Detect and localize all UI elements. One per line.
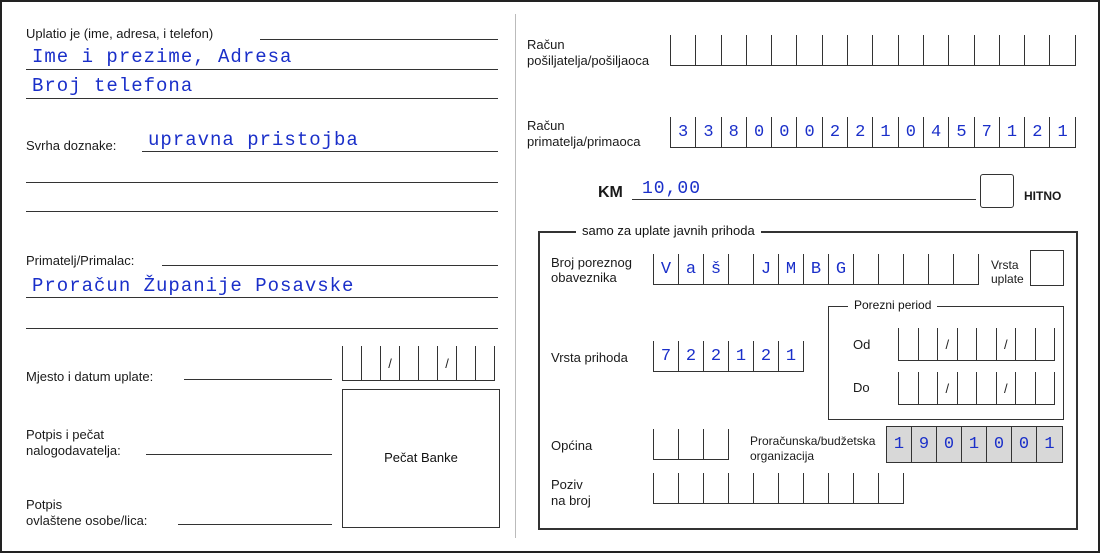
payment-type-box[interactable]: [1030, 250, 1064, 286]
payment-type-label-2: uplate: [991, 272, 1024, 286]
to-label: Do: [853, 380, 870, 395]
to-slash-2: /: [1003, 380, 1008, 396]
revenue-type-label: Vrsta prihoda: [551, 350, 628, 365]
revenue-type-digit-5: 1: [779, 341, 804, 371]
recipient-account-digit-15: 1: [1050, 117, 1075, 147]
date-cells[interactable]: [342, 346, 495, 381]
place-date-label: Mjesto i datum uplate:: [26, 369, 154, 384]
recipient-account-digit-5: 0: [797, 117, 822, 147]
tax-period-legend: Porezni period: [848, 298, 937, 312]
urgent-checkbox[interactable]: [980, 174, 1014, 208]
recipient-line-0: [162, 265, 498, 266]
payer-line-0: [260, 39, 498, 40]
taxpayer-char-1: a: [679, 254, 704, 284]
from-slash-2: /: [1003, 336, 1008, 352]
official-label-2: ovlaštene osobe/lica:: [26, 513, 148, 528]
currency-label: KM: [598, 184, 623, 201]
recipient-account-digit-0: 3: [671, 117, 696, 147]
taxpayer-char-10: [904, 254, 929, 284]
recipient-account-digit-1: 3: [696, 117, 721, 147]
payer-line-2: [26, 98, 498, 99]
budget-org-cells[interactable]: [886, 426, 1063, 463]
taxpayer-char-12: [954, 254, 979, 284]
purpose-label: Svrha doznake:: [26, 138, 117, 153]
bank-stamp-box: [342, 389, 500, 528]
payer-line1-value[interactable]: Ime i prezime, Adresa: [32, 46, 293, 68]
budget-org-digit-6: 1: [1044, 435, 1055, 454]
budget-org-digit-4: 0: [987, 427, 1012, 462]
budget-org-digit-2: 0: [937, 427, 962, 462]
taxpayer-char-8: [854, 254, 879, 284]
payer-line-1: [26, 69, 498, 70]
recipient-account-digit-9: 0: [899, 117, 924, 147]
recipient-label: Primatelj/Primalac:: [26, 253, 135, 268]
budget-org-digit-5: 0: [1012, 427, 1037, 462]
reference-label-2: na broj: [551, 493, 591, 508]
sender-account-cells[interactable]: [670, 35, 1076, 66]
official-line: [178, 524, 332, 525]
taxpayer-label-1: Broj poreznog: [551, 255, 632, 270]
public-revenue-legend: samo za uplate javnih prihoda: [576, 223, 761, 238]
purpose-value[interactable]: upravna pristojba: [148, 129, 359, 151]
to-date-cells[interactable]: [898, 372, 1055, 405]
taxpayer-char-5: M: [779, 254, 804, 284]
revenue-type-digit-3: 1: [729, 341, 754, 371]
budget-org-label-1: Proračunska/budžetska: [750, 434, 876, 448]
recipient-account-digit-4: 0: [772, 117, 797, 147]
taxpayer-char-6: B: [804, 254, 829, 284]
purpose-line-3: [26, 211, 498, 212]
recipient-account-digit-3: 0: [747, 117, 772, 147]
budget-org-label-2: organizacija: [750, 449, 815, 463]
revenue-type-digit-4: 2: [754, 341, 779, 371]
signature-label-2: nalogodavatelja:: [26, 443, 121, 458]
budget-org-digit-3: 1: [962, 427, 987, 462]
municipality-label: Općina: [551, 438, 593, 453]
from-label: Od: [853, 337, 871, 352]
sender-account-label-2: pošiljatelja/pošiljaoca: [527, 53, 650, 68]
taxpayer-cells[interactable]: [653, 254, 979, 285]
recipient-account-label-1: Račun: [527, 118, 565, 133]
payer-label: Uplatio je (ime, adresa, i telefon): [26, 26, 214, 41]
center-divider: [515, 14, 516, 538]
recipient-account-label-2: primatelja/primaoca: [527, 134, 641, 149]
recipient-account-digit-7: 2: [848, 117, 873, 147]
purpose-line-2: [26, 182, 498, 183]
taxpayer-char-4: J: [754, 254, 779, 284]
bank-stamp-label: Pečat Banke: [384, 450, 458, 465]
recipient-value[interactable]: Proračun Županije Posavske: [32, 275, 355, 297]
recipient-line-1: [26, 297, 498, 298]
taxpayer-char-2: š: [704, 254, 729, 284]
sender-account-label-1: Račun: [527, 37, 565, 52]
payment-type-label-1: Vrsta: [991, 258, 1019, 272]
revenue-type-digit-1: 2: [679, 341, 704, 371]
taxpayer-label-2: obaveznika: [551, 270, 617, 285]
amount-line: [632, 199, 976, 200]
recipient-line-2: [26, 328, 498, 329]
signature-label-1: Potpis i pečat: [26, 427, 105, 442]
recipient-account-digit-10: 4: [924, 117, 949, 147]
recipient-account-cells[interactable]: [670, 117, 1076, 148]
urgent-label: HITNO: [1024, 189, 1062, 203]
recipient-account-digit-12: 7: [975, 117, 1000, 147]
payer-line2-value[interactable]: Broj telefona: [32, 75, 194, 97]
recipient-account-digit-11: 5: [949, 117, 974, 147]
recipient-account-digit-8: 1: [873, 117, 898, 147]
budget-org-digit-0: 1: [887, 427, 912, 462]
official-label-1: Potpis: [26, 497, 63, 512]
taxpayer-char-7: G: [829, 254, 854, 284]
to-slash-1: /: [945, 380, 950, 396]
taxpayer-char-9: [879, 254, 904, 284]
recipient-account-digit-2: 8: [722, 117, 747, 147]
taxpayer-char-0: V: [654, 254, 679, 284]
revenue-type-cells[interactable]: [653, 341, 804, 372]
recipient-account-digit-6: 2: [823, 117, 848, 147]
recipient-account-digit-14: 2: [1025, 117, 1050, 147]
date-slash-2: /: [445, 355, 449, 371]
place-line: [184, 379, 332, 380]
signature-line: [146, 454, 332, 455]
taxpayer-char-3: [729, 254, 754, 284]
budget-org-digit-1: 9: [912, 427, 937, 462]
taxpayer-char-11: [929, 254, 954, 284]
revenue-type-digit-2: 2: [704, 341, 729, 371]
purpose-line-1: [142, 151, 498, 152]
from-slash-1: /: [945, 336, 950, 352]
reference-cells[interactable]: [653, 473, 904, 504]
date-slash-1: /: [388, 355, 392, 371]
reference-label-1: Poziv: [551, 477, 583, 492]
amount-value[interactable]: 10,00: [642, 179, 702, 199]
revenue-type-digit-0: 7: [654, 341, 679, 371]
municipality-cells[interactable]: [653, 429, 729, 460]
recipient-account-digit-13: 1: [1000, 117, 1025, 147]
from-date-cells[interactable]: [898, 328, 1055, 361]
